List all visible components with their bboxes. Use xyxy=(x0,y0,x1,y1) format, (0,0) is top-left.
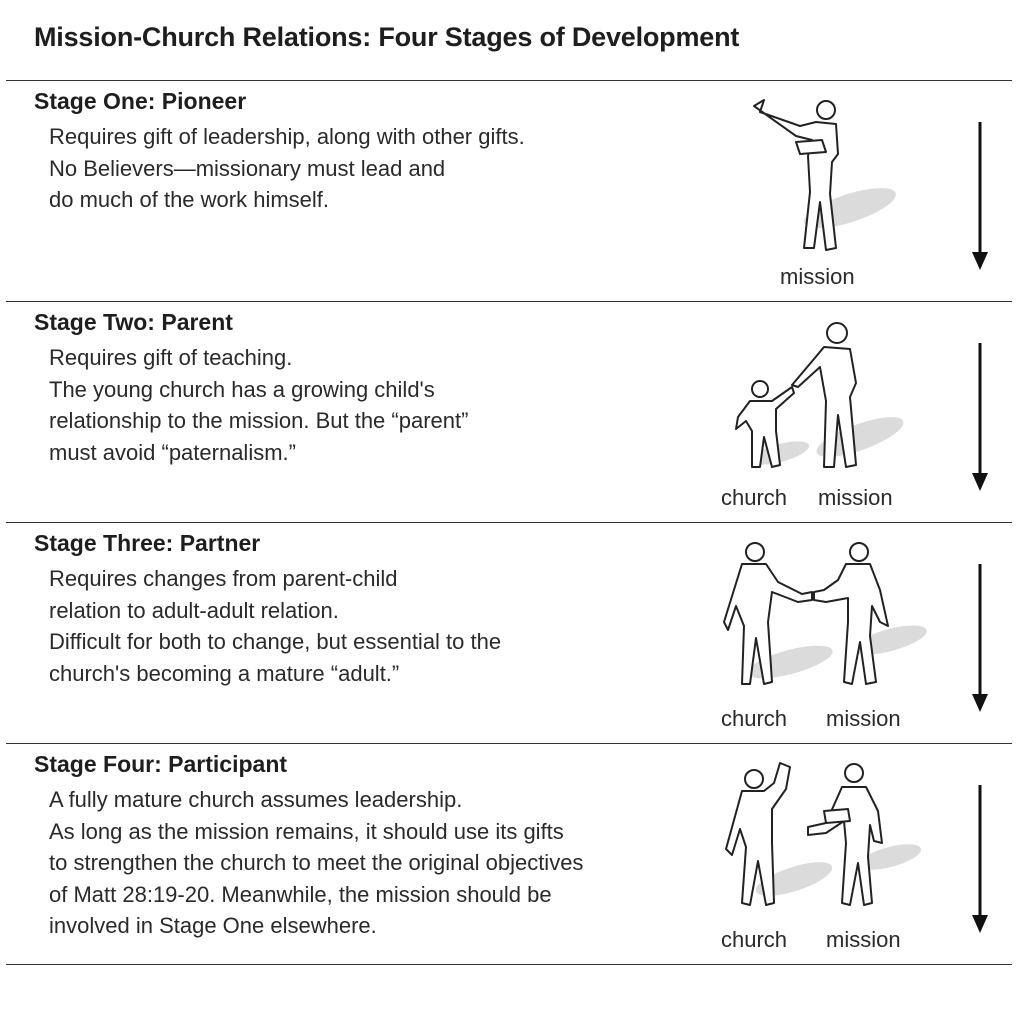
stage-heading: Stage Three: Partner xyxy=(34,530,261,556)
church-leads-icon xyxy=(700,747,940,967)
description-line: do much of the work himself. xyxy=(49,187,330,212)
description-line: Requires changes from parent-child xyxy=(49,566,398,591)
stage-heading: Stage Two: Parent xyxy=(34,309,233,335)
figure-label-church: church xyxy=(721,485,788,510)
stage-description xyxy=(49,784,583,942)
stage-description xyxy=(49,563,501,689)
figure-label-church: church xyxy=(721,706,788,731)
description-line: Difficult for both to change, but essential to the xyxy=(49,629,502,654)
description-line: As long as the mission remains, it should use its gifts xyxy=(49,818,564,844)
page-title: Mission-Church Relations: Four Stages of Development xyxy=(34,22,740,52)
description-line: of Matt 28:19-20. Meanwhile, the mission should be xyxy=(49,881,552,907)
pointing-missionary-icon xyxy=(700,84,940,304)
down-arrow-icon xyxy=(968,747,992,967)
description-line: relation to adult-adult relation. xyxy=(49,597,339,623)
stage-four xyxy=(0,747,1024,967)
stage-heading: Stage One: Pioneer xyxy=(34,88,247,114)
stage-description xyxy=(49,121,525,216)
figure-label-mission: mission xyxy=(780,264,855,289)
description-line: Requires gift of teaching. xyxy=(49,345,293,370)
handshake-icon xyxy=(700,526,940,746)
description-line: to strengthen the church to meet the original objectives xyxy=(49,850,584,875)
stage-three xyxy=(0,526,1024,746)
divider xyxy=(6,80,1012,81)
description-line: A fully mature church assumes leadership. xyxy=(49,787,463,812)
down-arrow-icon xyxy=(968,84,992,304)
figure-label-mission: mission xyxy=(818,485,893,510)
description-line: No Believers—missionary must lead and xyxy=(49,155,446,181)
description-line: The young church has a growing child's xyxy=(49,376,435,402)
description-line: church's becoming a mature “adult.” xyxy=(49,660,400,686)
description-line: Requires gift of leadership, along with other gifts. xyxy=(49,124,525,149)
parent-child-icon xyxy=(700,305,940,525)
stage-one xyxy=(0,84,1024,304)
down-arrow-icon xyxy=(968,305,992,525)
figure-label-mission: mission xyxy=(826,927,901,952)
stage-description xyxy=(49,342,468,468)
stage-two xyxy=(0,305,1024,525)
description-line: relationship to the mission. But the “parent” xyxy=(49,408,469,433)
figure-label-church: church xyxy=(721,927,788,952)
down-arrow-icon xyxy=(968,526,992,746)
description-line: must avoid “paternalism.” xyxy=(49,439,296,465)
figure-label-mission: mission xyxy=(826,706,901,731)
stage-heading: Stage Four: Participant xyxy=(34,751,288,777)
description-line: involved in Stage One elsewhere. xyxy=(49,913,377,938)
